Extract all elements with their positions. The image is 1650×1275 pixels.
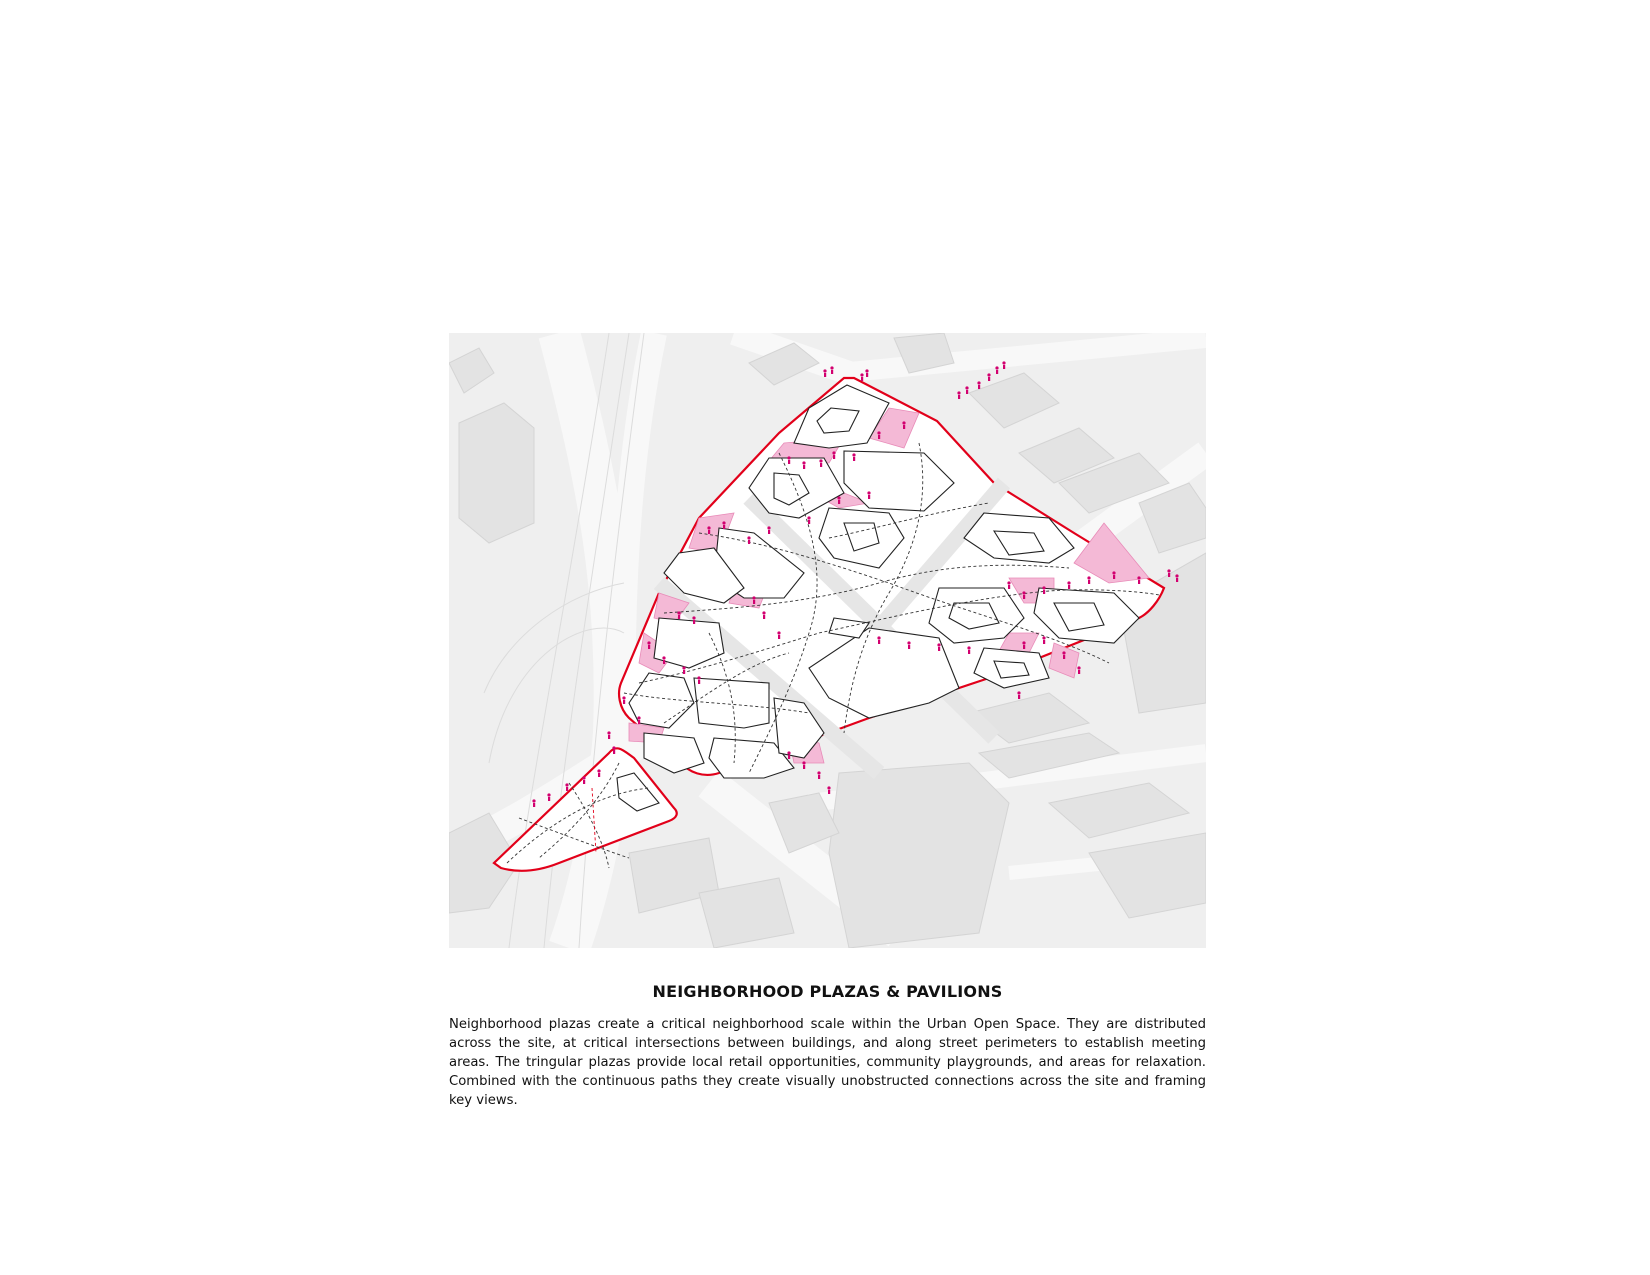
building-block	[694, 678, 769, 728]
caption-title: NEIGHBORHOOD PLAZAS & PAVILIONS	[652, 982, 1003, 1001]
site-axonometric-figure	[449, 333, 1206, 948]
site-plan-drawing	[449, 333, 1206, 948]
caption-body: Neighborhood plazas create a critical neighborhood scale within the Urban Open Space. They are distributed across the site, at critical intersections between buildings, and along street perimeters to establish meeting areas. The tringular plazas provide local retail opportunities, community playgrounds, and areas for relaxation. Combined with the continuous paths they create visually unobstructed connections across the site and framing key views.	[449, 1017, 1206, 1108]
caption	[449, 982, 1206, 1110]
